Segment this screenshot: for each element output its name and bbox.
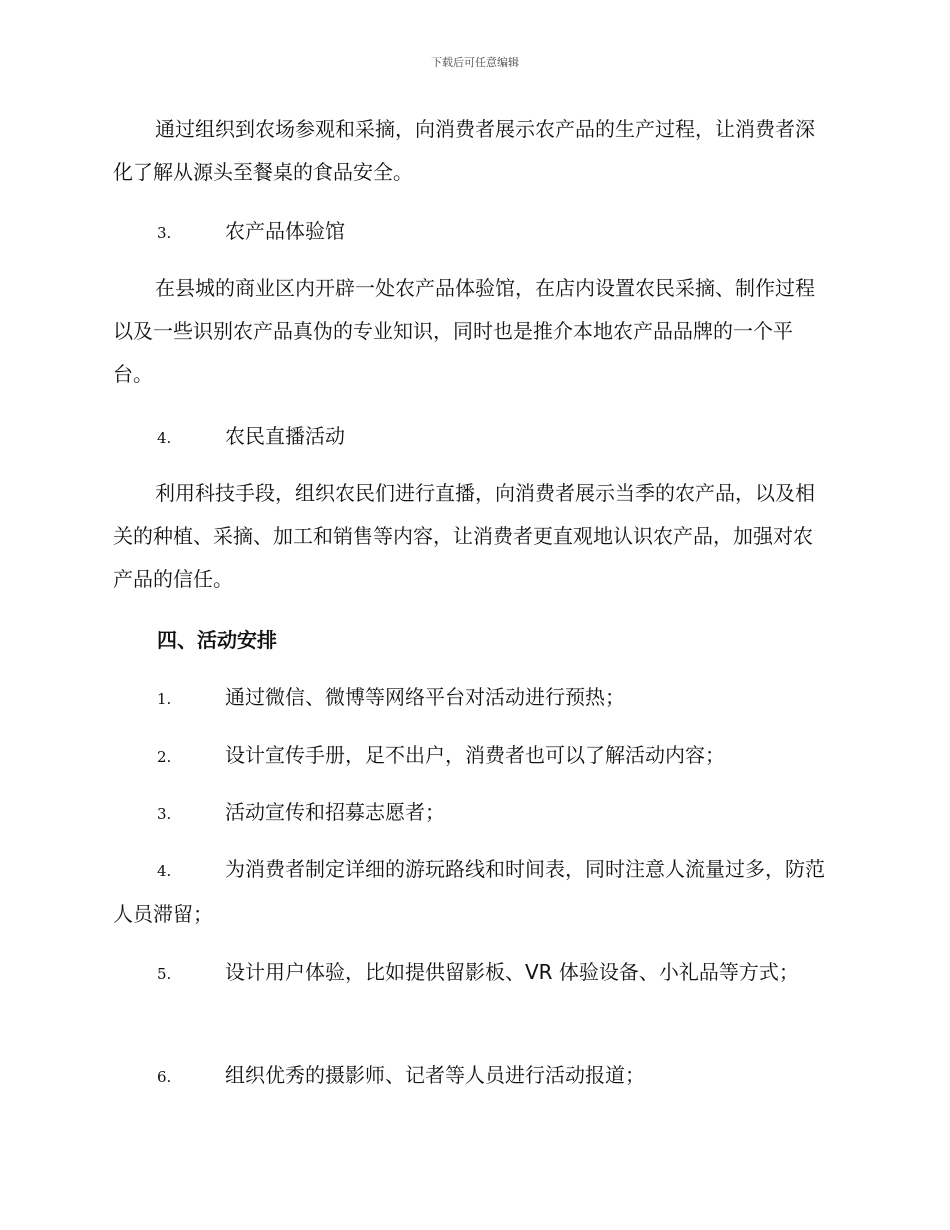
list-item-livestream [157,415,837,460]
item-text: 活动宣传和招募志愿者； [225,800,445,824]
item-number: 3. [157,224,172,242]
list-item [157,676,837,721]
item-text: 通过微信、微博等网络平台对活动进行预热； [225,685,625,709]
paragraph-farm-visit: 通过组织到农场参观和采摘，向消费者展示农产品的生产过程，让消费者深化了解从源头至餐桌的食品安全。 [113,117,815,184]
paragraph-experience-hall: 在县城的商业区内开辟一处农产品体验馆，在店内设置农民采摘、制作过程以及一些识别农产品真伪的专业知识，同时也是推介本地农产品品牌的一个平台。 [113,276,815,386]
item-title: 农产品体验馆 [225,219,345,243]
paragraph-livestream: 利用科技手段，组织农民们进行直播，向消费者展示当季的农产品，以及相关的种植、采摘、加工和销售等内容，让消费者更直观地认识农产品，加强对农产品的信任。 [113,481,815,591]
list-item [113,951,833,996]
item-text: 组织优秀的摄影师、记者等人员进行活动报道； [225,1063,645,1087]
list-item [157,734,837,779]
list-item [157,791,837,836]
item-number: 2. [157,748,172,766]
item-number: 5. [157,965,172,983]
item-text: 为消费者制定详细的游玩路线和时间表，同时注意人流量过多，防范人员滞留； [113,857,825,926]
item-text: 设计用户体验，比如提供留影板、VR 体验设备、小礼品等方式； [225,960,799,984]
item-number: 1. [157,690,172,708]
list-item [113,848,833,936]
item-number: 6. [157,1068,172,1086]
item-number: 4. [157,429,172,447]
list-item [157,1054,837,1099]
section-heading: 四、活动安排 [157,628,277,652]
list-item-experience-hall [157,210,837,255]
item-title: 农民直播活动 [225,424,345,448]
item-number: 3. [157,805,172,823]
item-text: 设计宣传手册，足不出户，消费者也可以了解活动内容； [225,743,725,767]
page-header: 下载后可任意编辑 [431,56,519,69]
item-number: 4. [157,862,172,880]
